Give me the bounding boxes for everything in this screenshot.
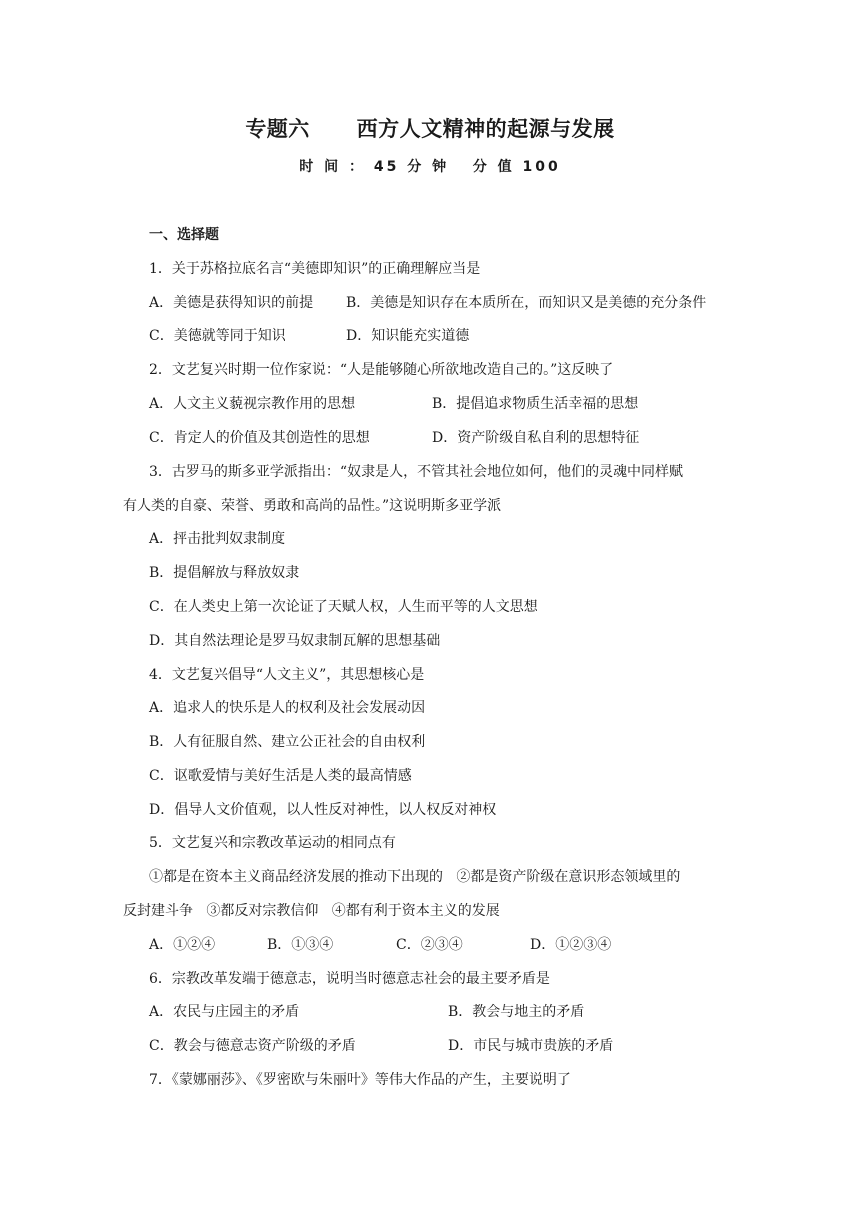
question-1-option-a: A．美德是获得知识的前提 xyxy=(149,295,314,311)
question-5-option-b: B．①③④ xyxy=(267,937,334,953)
question-5-option-d: D．①②③④ xyxy=(530,937,612,953)
question-5-option-a: A．①②④ xyxy=(149,937,216,953)
question-5-stem: 5．文艺复兴和宗教改革运动的相同点有 xyxy=(149,835,396,851)
question-1-option-c: C．美德就等同于知识 xyxy=(149,328,286,344)
question-3-stem-line-1: 3．古罗马的斯多亚学派指出：“奴隶是人，不管其社会地位如何，他们的灵魂中同样赋 xyxy=(149,464,684,480)
question-6-option-b: B．教会与地主的矛盾 xyxy=(448,1004,585,1020)
question-3-stem-line-2: 有人类的自豪、荣誉、勇敢和高尚的品性。”这说明斯多亚学派 xyxy=(123,498,502,514)
question-4-option-c: C．讴歌爱情与美好生活是人类的最高情感 xyxy=(149,768,412,784)
question-3-option-c: C．在人类史上第一次论证了天赋人权，人生而平等的人文思想 xyxy=(149,599,538,615)
question-4-stem: 4．文艺复兴倡导“人文主义”，其思想核心是 xyxy=(149,667,425,683)
question-4-option-d: D．倡导人文价值观，以人性反对神性，以人权反对神权 xyxy=(149,802,497,818)
question-7-stem: 7．《蒙娜丽莎》、《罗密欧与朱丽叶》等伟大作品的产生，主要说明了 xyxy=(149,1072,571,1088)
question-5-items-line-2: 反封建斗争 ③都反对宗教信仰 ④都有利于资本主义的发展 xyxy=(123,903,500,919)
question-1-stem: 1．关于苏格拉底名言“美德即知识”的正确理解应当是 xyxy=(149,261,481,277)
question-6-option-a: A．农民与庄园主的矛盾 xyxy=(149,1004,300,1020)
page-title: 专题六 西方人文精神的起源与发展 xyxy=(245,117,615,141)
question-2-option-b: B．提倡追求物质生活幸福的思想 xyxy=(432,396,639,412)
question-6-option-c: C．教会与德意志资产阶级的矛盾 xyxy=(149,1038,356,1054)
question-2-stem: 2．文艺复兴时期一位作家说：“人是能够随心所欲地改造自己的。”这反映了 xyxy=(149,362,614,378)
question-4-option-a: A．追求人的快乐是人的权利及社会发展动因 xyxy=(149,700,426,716)
section-heading: 一、选择题 xyxy=(149,227,219,243)
question-1-option-b: B．美德是知识存在本质所在，而知识又是美德的充分条件 xyxy=(346,295,707,311)
question-1-option-d: D．知识能充实道德 xyxy=(346,328,470,344)
question-3-option-b: B．提倡解放与释放奴隶 xyxy=(149,565,300,581)
question-5-items-line-1: ①都是在资本主义商品经济发展的推动下出现的 ②都是资产阶级在意识形态领域里的 xyxy=(149,869,681,885)
question-2-option-a: A．人文主义藐视宗教作用的思想 xyxy=(149,396,356,412)
question-5-option-c: C．②③④ xyxy=(396,937,463,953)
time-score-line: 时 间 ： 45 分 钟 分 值 100 xyxy=(299,159,561,175)
question-2-option-c: C．肯定人的价值及其创造性的思想 xyxy=(149,430,370,446)
question-2-option-d: D．资产阶级自私自利的思想特征 xyxy=(432,430,640,446)
question-3-option-a: A．抨击批判奴隶制度 xyxy=(149,531,286,547)
question-6-option-d: D．市民与城市贵族的矛盾 xyxy=(448,1038,614,1054)
question-6-stem: 6．宗教改革发端于德意志，说明当时德意志社会的最主要矛盾是 xyxy=(149,971,550,987)
question-4-option-b: B．人有征服自然、建立公正社会的自由权利 xyxy=(149,734,426,750)
question-3-option-d: D．其自然法理论是罗马奴隶制瓦解的思想基础 xyxy=(149,633,441,649)
